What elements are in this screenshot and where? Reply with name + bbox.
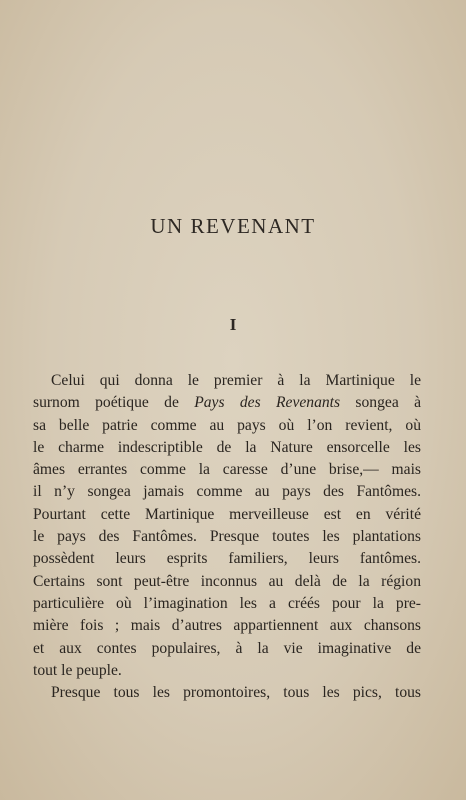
text-line: Certains sont peut-être inconnus au delà de la région: [33, 572, 421, 590]
body-text: [33, 370, 421, 704]
text-line: Pourtant cette Martinique merveilleuse est en vérité: [33, 505, 421, 523]
text-line: il n’y songea jamais comme au pays des Fantômes.: [33, 483, 421, 501]
italic-title: Pays des Revenants: [194, 394, 341, 412]
text-line: âmes errantes comme la caresse d’une brise,— mais: [33, 461, 421, 479]
text-line: mière fois ; mais d’autres appartiennent aux chansons: [33, 617, 421, 635]
text-line: particulière où l’imagination les a créés pour la pre-: [33, 594, 421, 612]
text-line: Celui qui donna le premier à la Martinique le: [51, 372, 421, 389]
text-line: et aux contes populaires, à la vie imaginative de: [33, 639, 421, 657]
text-line: le pays des Fantômes. Presque toutes les plantations: [33, 528, 421, 546]
chapter-number: I: [229, 315, 237, 334]
text-line: possèdent leurs esprits familiers, leurs fantômes.: [33, 550, 421, 568]
text-segment: songea à: [340, 394, 421, 412]
text-line: le charme indescriptible de la Nature ensorcelle les: [33, 438, 421, 456]
text-segment: surnom poétique de: [33, 394, 195, 412]
text-line: Presque tous les promontoires, tous les pics, tous: [51, 684, 421, 702]
text-line: tout le peuple.: [33, 661, 122, 679]
text-line: [33, 392, 421, 414]
text-line: sa belle patrie comme au pays où l’on revient, où: [33, 416, 421, 434]
page-title: UN REVENANT: [150, 214, 316, 238]
